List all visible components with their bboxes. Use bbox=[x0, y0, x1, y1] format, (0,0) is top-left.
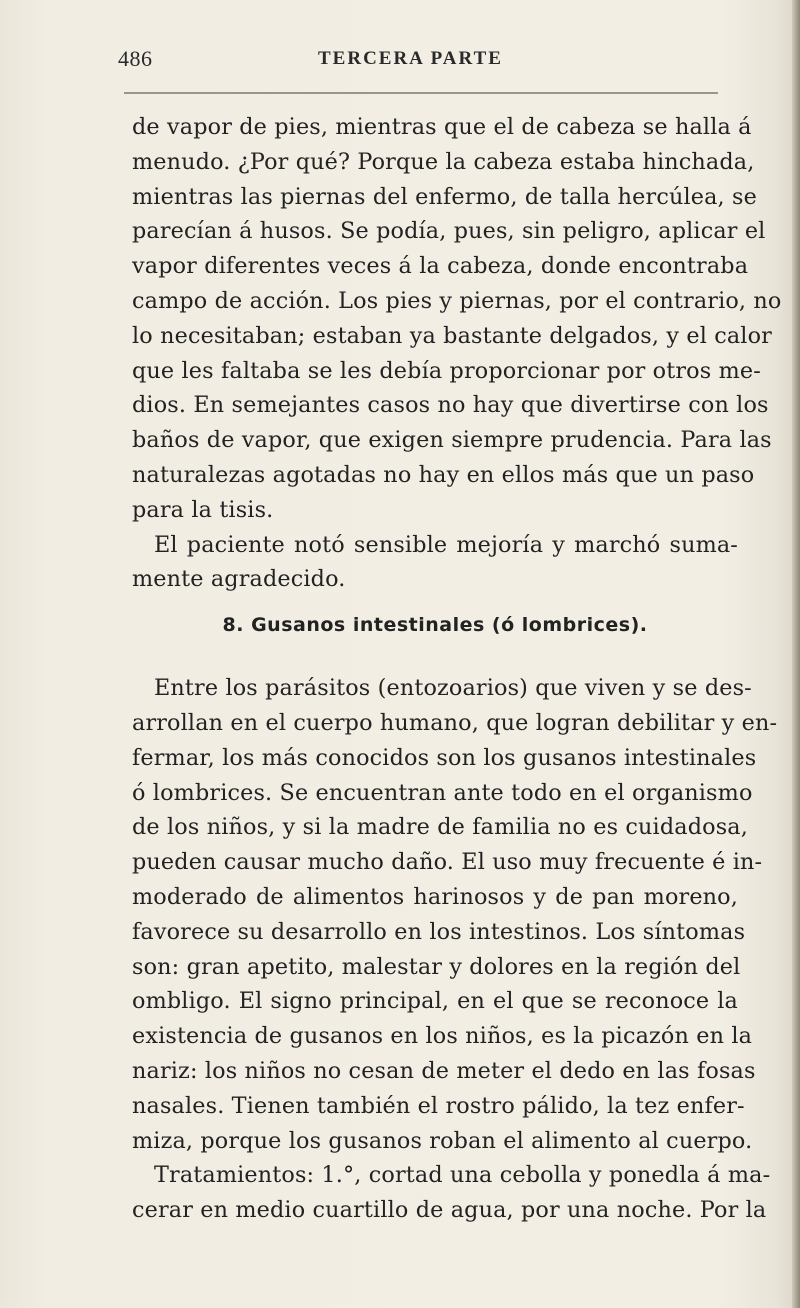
paragraph-3 bbox=[132, 671, 778, 1158]
section-heading: 8. Gusanos intestinales (ó lombrices). bbox=[222, 614, 648, 637]
header-rule bbox=[124, 92, 718, 94]
text-line: de los niños, y si la madre de familia no es cuidadosa, bbox=[132, 814, 748, 841]
text-line: favorece su desarrollo en los intestinos. Los síntomas bbox=[132, 918, 746, 945]
text-line: moderado de alimentos harinosos y de pan moreno, bbox=[132, 883, 738, 910]
paragraph-1 bbox=[132, 110, 782, 528]
text-line: arrollan en el cuerpo humano, que logran debilitar y en- bbox=[132, 709, 778, 736]
text-line: dios. En semejantes casos no hay que divertirse con los bbox=[132, 392, 769, 419]
text-line: ó lombrices. Se encuentran ante todo en el organismo bbox=[132, 779, 753, 806]
page-edge-shadow bbox=[792, 0, 800, 1308]
text-line: fermar, los más conocidos son los gusanos intestinales bbox=[132, 744, 757, 771]
text-line: vapor diferentes veces á la cabeza, donde encontraba bbox=[132, 253, 749, 280]
text-line: miza, porque los gusanos roban el alimento al cuerpo. bbox=[132, 1127, 753, 1154]
text-line: mientras las piernas del enfermo, de talla hercúlea, se bbox=[132, 183, 757, 210]
text-line: existencia de gusanos en los niños, es la picazón en la bbox=[132, 1023, 753, 1050]
page-header bbox=[118, 46, 718, 76]
text-line: parecían á husos. Se podía, pues, sin peligro, aplicar el bbox=[132, 218, 766, 245]
text-line: naturalezas agotadas no hay en ellos más que un paso bbox=[132, 461, 755, 488]
text-line: baños de vapor, que exigen siempre prudencia. Para las bbox=[132, 427, 772, 454]
text-line: nariz: los niños no cesan de meter el dedo en las fosas bbox=[132, 1057, 756, 1084]
paragraph-2 bbox=[132, 528, 738, 598]
text-line: El paciente notó sensible mejoría y marchó suma- bbox=[154, 531, 738, 558]
text-line: son: gran apetito, malestar y dolores en la región del bbox=[132, 953, 741, 980]
text-line: mente agradecido. bbox=[132, 566, 346, 593]
text-line: de vapor de pies, mientras que el de cabeza se halla á bbox=[132, 114, 752, 140]
running-head: TERCERA PARTE bbox=[318, 48, 503, 69]
text-line: para la tisis. bbox=[132, 496, 274, 523]
paragraph-4 bbox=[132, 1158, 771, 1228]
text-line: pueden causar mucho daño. El uso muy frecuente é in- bbox=[132, 849, 763, 876]
text-line: Entre los parásitos (entozoarios) que viven y se des- bbox=[154, 675, 752, 702]
text-line: lo necesitaban; estaban ya bastante delgados, y el calor bbox=[132, 322, 772, 349]
text-line: que les faltaba se les debía proporcionar por otros me- bbox=[132, 357, 761, 384]
text-line: Tratamientos: 1.°, cortad una cebolla y ponedla á ma- bbox=[154, 1162, 771, 1189]
text-line: ombligo. El signo principal, en el que se reconoce la bbox=[132, 988, 738, 1015]
body-text bbox=[132, 110, 782, 1228]
page-number: 486 bbox=[118, 46, 153, 71]
text-line: campo de acción. Los pies y piernas, por el contrario, no bbox=[132, 287, 782, 314]
text-line: menudo. ¿Por qué? Porque la cabeza estaba hinchada, bbox=[132, 148, 755, 175]
text-line: cerar en medio cuartillo de agua, por una noche. Por la bbox=[132, 1197, 767, 1224]
text-line: nasales. Tienen también el rostro pálido, la tez enfer- bbox=[132, 1092, 745, 1119]
